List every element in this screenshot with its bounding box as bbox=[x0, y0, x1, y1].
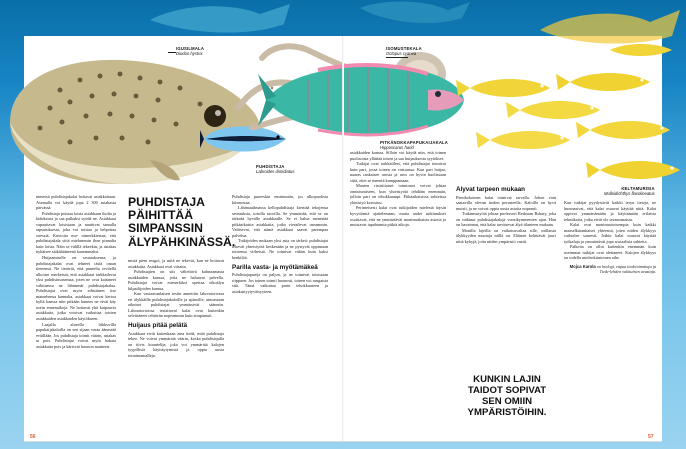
page-number-right: 57 bbox=[648, 434, 654, 440]
paragraph: Kun vastaavanlaisen testin annettiin laboratoriossa eri älykkäille puhdistajakaloille ja apinoille, ainoastaan aikuiset puhdistajat ymmärsivät säännön. Laboratorioissa testattavat kalat ovat kuitenkin selvittäneet tehtävän nopeammin kuin simpanssit. bbox=[128, 291, 224, 319]
author-name: Mojca Karola bbox=[569, 264, 596, 270]
bottom-rule bbox=[24, 441, 662, 442]
left-column-2 bbox=[128, 258, 224, 434]
page-number-left: 56 bbox=[30, 434, 36, 440]
caption-leader bbox=[386, 57, 408, 58]
author-bio: on biologi, vapaa tiedetoimittaja ja Tiede-lehden vakituinen avustaja. bbox=[596, 264, 656, 275]
goatfish-school-illustration bbox=[450, 40, 686, 190]
caption-latin: Labroides dimidiatus bbox=[256, 169, 295, 174]
paragraph: Perinteisesti kalat ovat tutkijoiden mielestä täysin kyvyttömiä ajattelemaan, mutta uudet tutkimukset osoittavat, että ne ymmärtävät monimutkaisia asioita ja muistavat tapahtumia pitkiä aikoja. bbox=[350, 205, 446, 228]
paragraph: Asiakkaat eivät kuitenkaan aina tiedä, mitä puhdistaja tekee. Ne voivat ymmärtää väärin, koska puhdistajalla on tiivis kuuntelija, joka voi ymmärtää kalojen tyypillisiä käyttäytymisiä ja oppia uusia toimintamalleja. bbox=[128, 330, 224, 358]
right-column-3 bbox=[564, 200, 656, 434]
pufferfish-illustration bbox=[0, 50, 260, 190]
caption-latin: Hipposcarus harid bbox=[380, 145, 414, 150]
paragraph: Tutkimustyötä johtaa professori Redouan Bshary, joka on tutkinut puhdistajakaloja vuosikymmenien ajan. Hän on havainnut, että kalat tarvitsevat älyä tilanteen mukaan. bbox=[456, 211, 556, 228]
left-column-3 bbox=[232, 194, 328, 434]
parrotfish-illustration bbox=[258, 60, 468, 142]
caption-latin: Octopus cyanea bbox=[386, 51, 417, 56]
paragraph: asiakkaiden kanssa. Silloin voi käydä niin, että toinen puolisoista yllättää toisen ja saa huijauksesta syytökset. bbox=[350, 150, 446, 161]
caption-pufferfish bbox=[176, 46, 204, 56]
headline: PUHDISTAJA PÄIHITTÄÄ SIMPANSSIN ÄLYPÄHKINÄSSÄ. bbox=[128, 195, 236, 249]
caption-name: ISOMUSTEKALA bbox=[386, 46, 422, 51]
paragraph: Puhdistajien on siis vältettävä kuhnaamasta asiakkaiden kanssa, joita ne haluavat palvella. Puhdistajat voivat esimerkiksi opettaa tekoälyn kilpailijoiden kanssa. bbox=[128, 269, 224, 291]
paragraph: Laajalla alueella liikkuvilla papukaijakaloilla on sen sijaan varaa äänestää eväillään. Jos puhdistaja toimii väärin, asiakas ui pois. Puhdistajat voivat myös hakata asiakkaita pois ja kärsivät huonon maineen. bbox=[36, 321, 116, 349]
paragraph: Puhdistajapareja on paljon, ja ne toimivat toisistaan riippuen. Jos toinen toimii huonosti, toinen voi rangaista sitä. Tämä vaikuttaa parin tehokkuuteen ja asiakastyytyväisyyteen. bbox=[232, 272, 328, 294]
paragraph: Huijaamiselle on seurauksensa, ja puhdistajakalat ovat tehneet tästä oman tieteensä. Ne tietävät, että paneelia revitellä ulkoiset merkeistä, että asiakkaat tarkkailevat yksi puhdistusasemaa, joten ne ovat kaitaneet valittaessa ne lähimmät puhdistajakalaa. Puhdistajat ovat myös edistäneet itse mainehensa kannalta, asiakkaat voivat kertoa kyllä kanssa niin pitkään kunnes ne eivät käy usein ennenaikoja. Ne hoitavat yhä kaipaavia asiakkaita, jotka voisivat vaikuttaa toisien asiakkaiden asiakkaiden käytökseen. bbox=[36, 255, 116, 322]
subheading: Älyvat tarpeen mukaan bbox=[456, 186, 525, 193]
caption-name: PUHDISTAJA bbox=[256, 164, 285, 169]
paragraph: Palkeita on ollut kuitenkin enemmän kuin useimmat tutkijat ovat olettaneet. Kalojen älykkyys on todella mielenkiintoinen aihe. bbox=[564, 244, 656, 261]
left-column-1 bbox=[36, 194, 116, 432]
caption-name: IGUSILMALA bbox=[176, 46, 205, 51]
caption-parrotfish bbox=[380, 140, 448, 150]
paragraph: nimessä puhdistajakalat hoitavat asiakkaitaan. Asemalla voi käydä jopa 2 300 asiakasta päivässä. bbox=[36, 194, 116, 211]
right-column-2 bbox=[456, 186, 556, 362]
page-spine bbox=[342, 36, 344, 442]
subheading: Parilla vasta- ja myötämäkeä bbox=[232, 263, 318, 271]
paragraph: Muuten ristiriitaiset toiminnot voivat johtaa onnistumiseen, kun yhteistyötä tehdään enemmän, jolloin pari on tehokkaampi. Pitkäaikaisissa suhteissa yhteistyö korostuu. bbox=[350, 183, 446, 205]
author-signature bbox=[564, 264, 656, 274]
paragraph: Tutkijat ovat tarkkailleet, että puhdistajat toimivat kuin pari, jossa toinen on vastuussa. Kun pari huijaa, naaras rankaisee urosta ja uros on hyvin huolissaan siitä, ettei se menetä kumppaniaan. bbox=[350, 161, 446, 183]
right-column-1 bbox=[350, 150, 446, 434]
paragraph: mistä pieni reagoi, ja mitä ne tekevät, kun ne hoitavat asiakkaita. Asiakkaat ovat viisaita. bbox=[128, 258, 224, 269]
caption-name: KELTAMURISIA bbox=[621, 186, 655, 191]
caption-goatfish bbox=[604, 186, 655, 196]
paragraph: Kalat ovat monimuotoisempia kuin kaikki maaselkärankaiset yhteensä, joten niiden älykkyys vaihtelee suuresti. Jotkin kalat osaavat käyttää työkaluja ja ymmärtävät jopa sosiaalisia suhteita. bbox=[564, 222, 656, 244]
paragraph: Tutkijoiden mukaan yksi asia on tärkeä: puhdistajat tekevät yhteistyötä keskenään ja ne pystyvät oppimaan toistensa virheistä. Ne toimivat vähän kuin kaksi henkilöä. bbox=[232, 238, 328, 261]
paragraph: Lähimaailmassa kellopuhdistaja kierttää tekojensa seurauksia, toisilla tavoilla. Se ymmärtää, että se on tärkeää hyvälle asiakkaalle. Se ei halua menettää pitkäaikaisia asiakkaita, jotka vierailevat useammin. Valitsevat, että nämä asiakkaat saavat parempaa palvelua. bbox=[232, 205, 328, 238]
caption-leader bbox=[168, 52, 176, 53]
caption-latin: Diodon hystrix bbox=[176, 51, 203, 56]
pull-quote: KUNKIN LAJIN TAIDOT SOPIVAT SEN OMIIN YMPÄRISTÖIHIN. bbox=[467, 374, 547, 418]
paragraph: Pienikokoinen kalat toimivat tarvalla. Johon vain saatavilla olevan tiedon perusteella. Kaloilla on hyvä muisti, ja ne voivat oppia uusia asioita nopeasti. bbox=[456, 194, 556, 211]
caption-wrasse bbox=[256, 164, 294, 174]
paragraph: Kun tutkijat pyydystivät kaikki teryn tietoja, ne huomasivat, että kalat osaavat käyttää niitä. Kalat oppivat ymmärtämään ja käyttämään erilaisia tekniikoita, jotka eivät ole tavanomaisia. bbox=[564, 200, 656, 222]
paragraph: Puhdistaja poistaa loisia asiakkaan iholta ja kiduksista ja saa palkaksi syödä ne. Asiakkaat vapauttavat loisistaan ja nauttivat samalla rapsutuksesta, joka voi toistaa ja helpottaa stressiä. Kuvioita mu- nimerkkiestaa, että puhdistajakala siitä mielummin ihon pinnalta kuin loisia. Näin se välillä tekeekin, ja asiakas nykäisee säikähtäneenä kauemmaksi. bbox=[36, 210, 116, 255]
paragraph: Monilla lajeilla on vaikutusvaltaa sille, millaisia älykkyyden muotoja niillä on. Eläimet kehittävät juuri niitä kykyjä, joita niiden ympäristö vaatii. bbox=[456, 227, 556, 244]
paragraph: Puhdistaja pureeskin ensimmäin, jos ulkopuolista kiinnostaa. bbox=[232, 194, 328, 205]
subheading: Huijaus pitää pelätä bbox=[128, 322, 188, 330]
caption-octopus bbox=[386, 46, 422, 56]
caption-latin: Mulloidichthys flavolineatus bbox=[604, 191, 655, 196]
caption-name: PITKÄNOKKAPAPUKAIJAKALA bbox=[380, 140, 449, 145]
